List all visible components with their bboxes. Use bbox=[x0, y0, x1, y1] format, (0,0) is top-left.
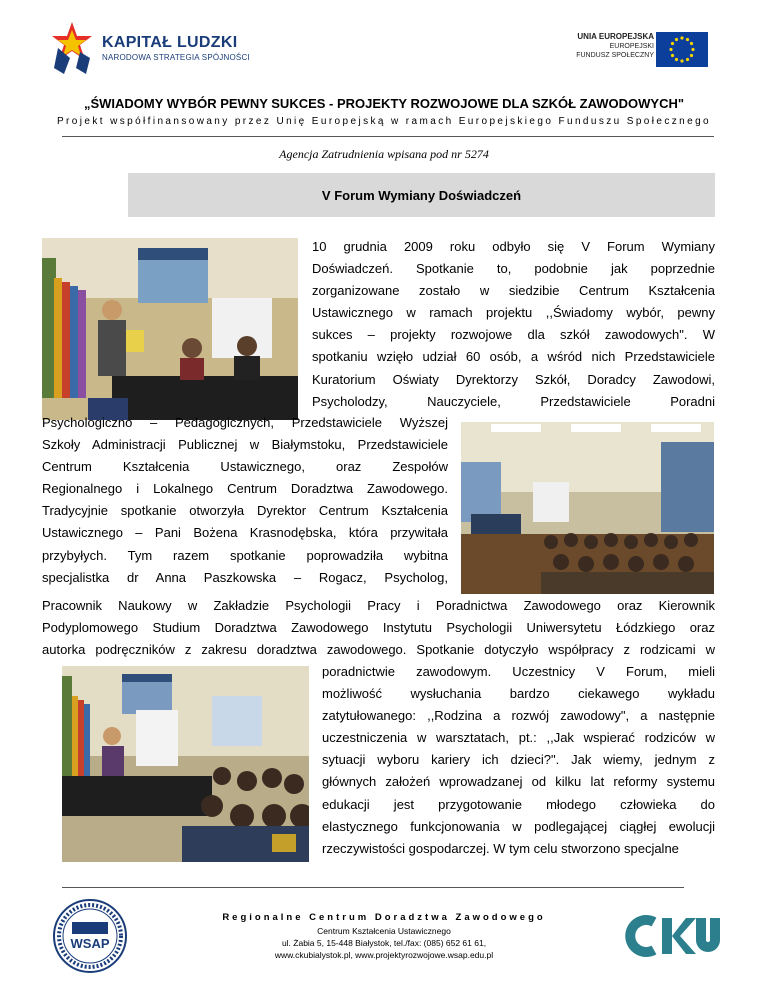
text-line: Kuratorium Oświaty Dyrektorzy Szkół, Doradcy Zawodowi, bbox=[312, 371, 715, 387]
project-title: „ŚWIADOMY WYBÓR PEWNY SUKCES - PROJEKTY ROZWOJOWE DLA SZKÓŁ ZAWODOWYCH" bbox=[83, 96, 685, 111]
eu-logo-line1: UNIA EUROPEJSKA bbox=[577, 32, 654, 41]
agency-registration: Agencja Zatrudnienia wpisana pod nr 5274 bbox=[279, 147, 489, 161]
text-line: uczestniczenia w warsztatach, pt.: ,,Jak wspierać rodziców w bbox=[322, 730, 715, 746]
text-line: zatytułowanego: ,,Rodzina a rozwój zawodowy", a następnie bbox=[322, 708, 715, 724]
eu-logo bbox=[560, 30, 720, 70]
text-line: autorka podręczników z zakresu doradztwa zawodowego. Spotkanie dotyczyło współpracy z rodzicami w bbox=[42, 642, 715, 658]
text-line: głównych założeń wprowadzanej od kilku lat reformy systemu bbox=[322, 774, 715, 790]
text-line: Ustawicznego – Pani Bożena Krasnodębska, która przywitała bbox=[42, 525, 448, 541]
kapital-ludzki-subtitle: NARODOWA STRATEGIA SPÓJNOŚCI bbox=[102, 53, 250, 62]
kapital-ludzki-title: KAPITAŁ LUDZKI bbox=[102, 34, 238, 51]
text-line: Podyplomowego Studium Doradztwa Zawodowego Instytutu Psychologii Uniwersytetu Łódzkiego oraz bbox=[42, 620, 715, 636]
text-line: 10 grudnia 2009 roku odbyło się V Forum Wymiany bbox=[312, 239, 715, 254]
text-line: sukces – projekty rozwojowe dla szkół zawodowych". W bbox=[312, 327, 715, 343]
text-line: Szkoły Administracji Publicznej w Białymstoku, Przedstawiciele bbox=[42, 437, 448, 453]
text-line: Ustawicznego w ramach projektu ,,Świadomy wybór, pewny bbox=[312, 305, 715, 321]
eu-logo-line3: FUNDUSZ SPOŁECZNY bbox=[576, 52, 654, 59]
text-line: specjalistka dr Anna Paszkowska – Rogacz, Psycholog, bbox=[42, 569, 448, 585]
footer-title: Regionalne Centrum Doradztwa Zawodowego bbox=[222, 912, 546, 923]
text-line: Regionalnego i Lokalnego Centrum Doradztwa Zawodowego. bbox=[42, 481, 448, 497]
article-title: V Forum Wymiany Doświadczeń bbox=[321, 187, 522, 203]
project-subtitle: Projekt współfinansowany przez Unię Europejską w ramach Europejskiego Funduszu Społecznego bbox=[56, 116, 711, 127]
footer-line-1: Centrum Kształcenia Ustawicznego bbox=[317, 926, 451, 936]
text-line: Centrum Kształcenia Ustawicznego, oraz Zespołów bbox=[42, 459, 448, 475]
text-line: Psycholodzy, Nauczyciele, Przedstawiciele Poradni bbox=[312, 393, 715, 409]
photo-forum-opening bbox=[42, 238, 298, 420]
text-line: edukacji jest przygotowanie młodego człowieka do bbox=[322, 796, 715, 812]
text-line: Tradycyjnie spotkanie otworzyła Dyrektor Centrum Kształcenia bbox=[42, 503, 448, 519]
eu-logo-line2: EUROPEJSKI bbox=[609, 43, 654, 50]
text-line: poradnictwie zawodowym. Uczestnicy V Forum, mieli bbox=[322, 664, 715, 679]
text-block-2 bbox=[42, 412, 448, 589]
text-block-1 bbox=[312, 236, 715, 413]
text-line: Pracownik Naukowy w Zakładzie Psychologii Pracy i Poradnictwa Zawodowego oraz Kierownik bbox=[42, 598, 715, 613]
wsap-logo bbox=[52, 898, 128, 974]
text-block-3 bbox=[42, 595, 715, 661]
photo-lecture bbox=[62, 666, 309, 862]
text-line: przybyłych. Tym razem spotkanie poprowadziła wybitna bbox=[42, 547, 448, 563]
photo-audience bbox=[461, 422, 714, 594]
article-title-banner bbox=[128, 173, 715, 217]
text-line: elastycznego funkcjonowania w podlegającej ciągłej ewolucji bbox=[322, 818, 715, 834]
eu-flag-icon bbox=[656, 32, 708, 67]
text-line: Psychologiczno – Pedagogicznych, Przedstawiciele Wyższej bbox=[42, 415, 448, 430]
wsap-logo-text: WSAP bbox=[70, 936, 110, 951]
text-line: zorganizowane zostało w siedzibie Centrum Kształcenia bbox=[312, 283, 715, 299]
text-line: Doświadczeń. Spotkanie to, podobnie jak poprzednie bbox=[312, 261, 715, 277]
text-line: spotkaniu wzięło udział 60 osób, a wśród nich Przedstawiciele bbox=[312, 349, 715, 365]
footer-divider bbox=[62, 887, 684, 888]
footer-line-3: www.ckubialystok.pl, www.projektyrozwojowe.wsap.edu.pl bbox=[274, 950, 494, 960]
text-line: rzeczywistości gospodarczej. W tym celu stworzono specjalne bbox=[322, 840, 679, 856]
kapital-ludzki-star-icon bbox=[50, 18, 96, 78]
header-divider bbox=[62, 136, 714, 137]
cku-logo bbox=[624, 914, 724, 958]
kapital-ludzki-logo bbox=[50, 18, 250, 78]
footer-line-2: ul. Żabia 5, 15-448 Białystok, tel./fax: (085) 652 61 61, bbox=[281, 938, 487, 948]
text-block-4 bbox=[322, 661, 715, 860]
text-line: możliwość wysłuchania bardzo ciekawego wykładu bbox=[322, 686, 715, 702]
text-line: sytuacji wyboru kariery ich dzieci?". Jak wiemy, jednym z bbox=[322, 752, 715, 768]
